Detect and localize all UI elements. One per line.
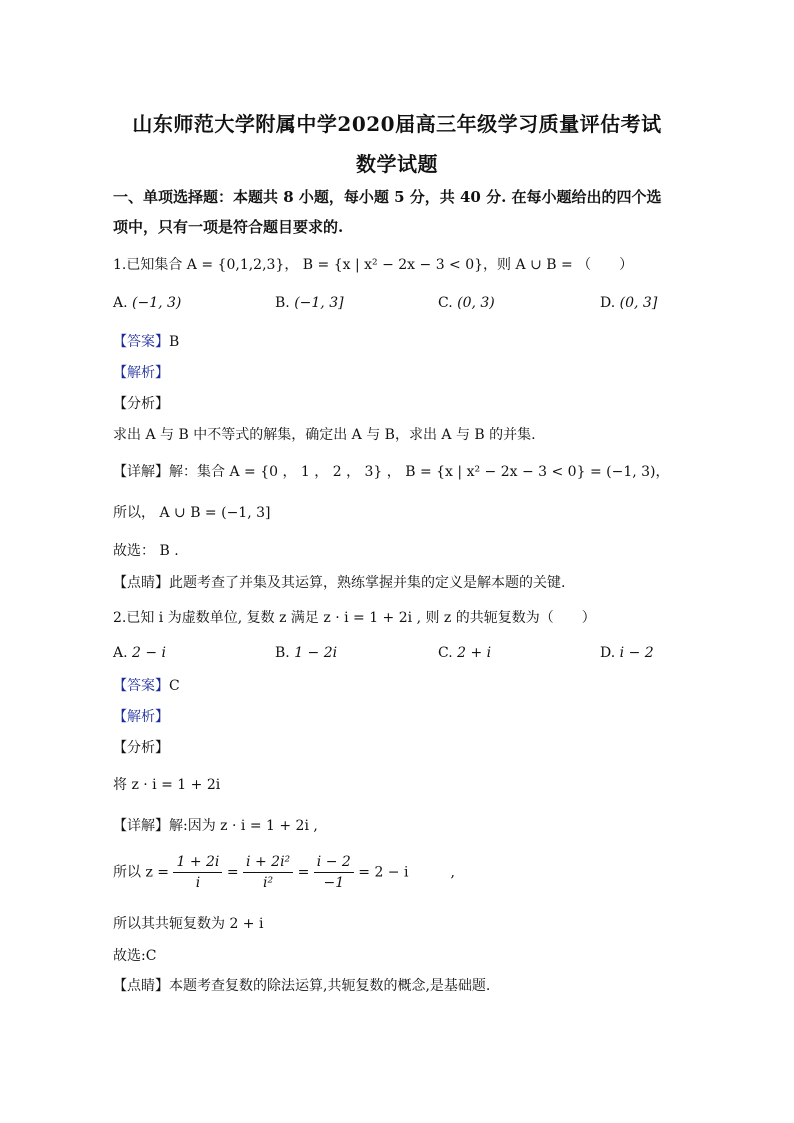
q1-answer [113,331,179,351]
q2-option-a [113,645,166,661]
q1-option-c [438,295,495,311]
q1-option-b [275,295,344,311]
q2-comment-text: 本题考查复数的除法运算,共轭复数的概念,是基础题. [169,978,491,994]
q2-calc-prefix: 所以 z = [113,864,170,881]
q2-fraction-3-numerator: i − 2 [314,852,354,873]
q1-step2: 所以， A ∪ B = (−1, 3] [113,505,271,521]
q2-option-d-label: D. [600,645,616,661]
q1-comment-tag: 【点睛】 [113,575,169,591]
equals-sign: = [226,864,239,881]
q2-detail-tag: 【详解】 [113,818,169,834]
q2-option-b [275,645,337,661]
exam-subtitle: 数学试题 [356,152,438,176]
q1-answer-value: B [169,334,180,350]
q2-option-c-value: 2 + i [457,645,492,661]
q1-stem: 1.已知集合 A = {0,1,2,3}， B = {x | x² − 2x − 3 < 0}，则 A ∪ B = （ ） [113,257,634,273]
q1-detail-tag: 【详解】 [113,464,169,480]
q2-conjugate: 所以其共轭复数为 2 + i [113,916,264,932]
q1-comment [113,572,565,592]
q1-fenxi-tag: 【分析】 [113,396,169,412]
q2-option-b-value: 1 − 2i [294,645,338,661]
q1-option-d [600,295,657,311]
q2-option-a-label: A. [113,645,128,661]
equals-sign: = [297,864,310,881]
q1-fenxi-text: 求出 A 与 B 中不等式的解集，确定出 A 与 B，求出 A 与 B 的并集. [113,427,536,443]
q2-analysis-tag: 【解析】 [113,709,169,725]
q1-option-c-value: (0, 3) [457,295,495,311]
q2-comment [113,975,490,995]
q1-detail-text: 解：集合 A = {0 ， 1 ， 2 ， 3} ， B = {x | x² − 2x − 3 < 0} = (−1, 3)， [169,464,670,480]
q1-answer-tag: 【答案】 [113,334,169,350]
q2-answer-value: C [169,678,180,694]
q2-answer-tag: 【答案】 [113,678,169,694]
q1-option-d-value: (0, 3] [619,295,658,311]
q1-option-a [113,295,181,311]
section-heading-line1: 一、单项选择题：本题共 8 小题，每小题 5 分，共 40 分. 在每小题给出的四个选 [113,188,662,206]
q2-detail-text: 解:因为 z · i = 1 + 2i , [169,818,318,834]
q2-stem: 2.已知 i 为虚数单位, 复数 z 满足 z · i = 1 + 2i , 则 z 的共轭复数为（ ） [113,610,596,626]
q2-calculation [113,852,455,893]
q1-option-b-label: B. [275,295,290,311]
q2-fraction-3 [314,852,354,893]
q2-comment-tag: 【点睛】 [113,978,169,994]
q2-fraction-1-denominator: i [195,875,201,891]
q1-choose: 故选： B . [113,543,179,559]
q2-fraction-1-numerator: 1 + 2i [173,852,222,873]
section-heading-line2: 项中，只有一项是符合题目要求的. [113,218,344,236]
q2-option-d-value: i − 2 [619,645,654,661]
q2-fenxi-tag: 【分析】 [113,740,169,756]
q2-calc-suffix: = 2 − i , [358,864,455,881]
q2-option-c-label: C. [438,645,453,661]
q2-answer [113,675,180,695]
q1-option-a-value: (−1, 3) [132,295,182,311]
q2-option-b-label: B. [275,645,290,661]
q2-option-d [600,645,654,661]
q1-option-a-label: A. [113,295,128,311]
q1-comment-text: 此题考查了并集及其运算，熟练掌握并集的定义是解本题的关键. [169,575,566,591]
q2-fraction-1 [173,852,222,893]
exam-title: 山东师范大学附属中学2020届高三年级学习质量评估考试 [132,112,662,136]
q2-option-a-value: 2 − i [132,645,167,661]
q2-option-c [438,645,491,661]
q2-fraction-3-denominator: −1 [323,875,345,891]
q1-detail [113,461,670,481]
q2-detail [113,815,318,835]
q2-fraction-2-denominator: i² [263,875,274,891]
q2-choose: 故选:C [113,948,157,964]
q2-fraction-2-numerator: i + 2i² [243,852,293,873]
q1-option-b-value: (−1, 3] [294,295,344,311]
q1-option-c-label: C. [438,295,453,311]
q2-fraction-2 [243,852,293,893]
q1-option-d-label: D. [600,295,616,311]
q1-analysis-tag: 【解析】 [113,365,169,381]
q2-fenxi-text: 将 z · i = 1 + 2i [113,777,221,793]
